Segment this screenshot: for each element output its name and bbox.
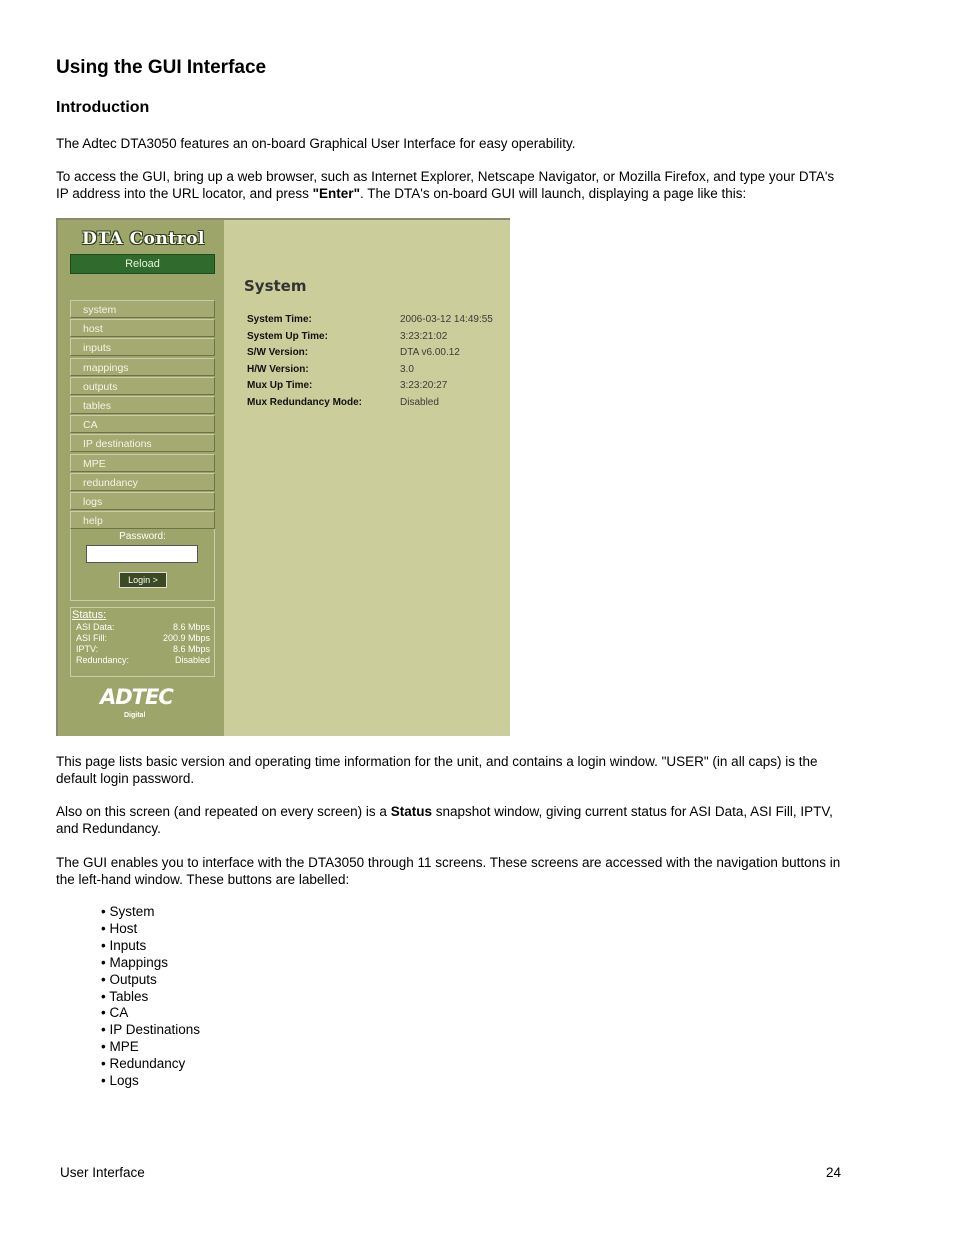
footer-page-number: 24 <box>826 1165 842 1180</box>
adtec-logo-subtext: Digital <box>124 712 146 719</box>
nav-item-logs[interactable]: logs <box>70 492 215 510</box>
nav-item-help[interactable]: help <box>70 511 215 529</box>
system-info-row <box>247 347 509 361</box>
screens-paragraph: The GUI enables you to interface with the DTA3050 through 11 screens. These screens are accessed with the navigation buttons in the left-hand window. These buttons are labelled: <box>56 855 841 887</box>
nav-item-outputs[interactable]: outputs <box>70 377 215 395</box>
nav-item-mpe[interactable]: MPE <box>70 454 215 472</box>
screen-list-item: • Host <box>101 920 138 936</box>
nav-item-redundancy[interactable]: redundancy <box>70 473 215 491</box>
enter-key-text: "Enter" <box>312 186 360 201</box>
status-row <box>76 644 210 655</box>
dta-control-logo: DTA Control <box>82 229 205 249</box>
screen-list-item: • Tables <box>101 988 149 1004</box>
info-value: 3.0 <box>400 363 414 375</box>
info-value: DTA v6.00.12 <box>400 347 460 359</box>
info-key: System Time: <box>247 314 312 325</box>
nav-item-ca[interactable]: CA <box>70 415 215 433</box>
access-paragraph <box>56 168 846 202</box>
status-value: Disabled <box>174 655 210 665</box>
system-info-row <box>247 397 509 411</box>
status-row <box>76 622 210 633</box>
screen-list-item: • Mappings <box>101 954 169 970</box>
status-key: IPTV: <box>76 644 99 654</box>
nav-item-ip-destinations[interactable]: IP destinations <box>70 434 215 452</box>
access-text-1: To access the GUI, bring up a web browser, such as Internet Explorer, Netscape Navigator, or Mozilla Firefox, and type your DTA's IP address into the URL locator, and press <box>56 169 835 201</box>
gui-sidebar <box>58 220 224 736</box>
login-panel <box>70 529 215 601</box>
status-info-paragraph <box>56 803 846 837</box>
info-key: Mux Up Time: <box>247 380 313 392</box>
info-key: Mux Redundancy Mode: <box>247 397 363 408</box>
intro-paragraph: The Adtec DTA3050 features an on-board Graphical User Interface for easy operability. <box>56 136 576 151</box>
info-value: 3:23:21:02 <box>400 330 448 342</box>
info-key: System Up Time: <box>247 330 328 342</box>
screen-list-item: • MPE <box>101 1039 139 1055</box>
page-heading: Using the GUI Interface <box>56 57 267 78</box>
status-key: ASI Data: <box>76 622 115 632</box>
system-info-row <box>247 314 509 328</box>
adtec-logo <box>100 685 190 725</box>
reload-button[interactable]: Reload <box>70 254 215 274</box>
nav-item-inputs[interactable]: inputs <box>70 338 215 356</box>
info-value: 3:23:20:27 <box>400 380 448 392</box>
info-value: 2006-03-12 14:49:55 <box>400 314 493 325</box>
status-key: Redundancy: <box>76 655 130 665</box>
system-info-row <box>247 364 509 378</box>
footer-section-name: User Interface <box>60 1165 145 1180</box>
screen-list-item: • Outputs <box>101 971 157 987</box>
login-info-paragraph: This page lists basic version and operating time information for the unit, and contains a login window. "USER" (in all caps) is the default login password. <box>56 754 818 786</box>
nav-item-tables[interactable]: tables <box>70 396 215 414</box>
screen-list-item: • Inputs <box>101 937 147 953</box>
system-info-row <box>247 380 509 394</box>
section-heading: Introduction <box>56 99 150 116</box>
status-panel <box>70 607 215 677</box>
status-title: Status: <box>72 609 107 621</box>
password-label: Password: <box>119 531 166 542</box>
password-input[interactable] <box>86 545 198 563</box>
status-value: 8.6 Mbps <box>172 622 210 632</box>
nav-item-host[interactable]: host <box>70 319 215 337</box>
gui-page-title: System <box>244 277 307 295</box>
info-key: H/W Version: <box>247 363 309 375</box>
nav-item-mappings[interactable]: mappings <box>70 358 215 376</box>
adtec-logo-text: ADTEC <box>100 685 173 709</box>
screen-list-item: • Redundancy <box>101 1056 186 1072</box>
status-value: 8.6 Mbps <box>172 644 210 654</box>
access-text-2: . The DTA's on-board GUI will launch, displaying a page like this: <box>359 186 747 201</box>
gui-screenshot <box>56 218 510 736</box>
screen-list-item: • CA <box>101 1005 129 1021</box>
status-key: ASI Fill: <box>76 633 108 643</box>
screen-list <box>101 904 200 1090</box>
nav-item-system[interactable]: system <box>70 300 215 318</box>
screen-list-item: • System <box>101 904 155 919</box>
system-info-row <box>247 331 509 345</box>
login-button[interactable]: Login > <box>119 572 167 588</box>
status-bold-text: Status <box>390 804 432 819</box>
status-text-1: Also on this screen (and repeated on every screen) is a <box>56 804 391 819</box>
status-row <box>76 633 210 644</box>
info-key: S/W Version: <box>247 347 309 359</box>
status-value: 200.9 Mbps <box>162 633 210 643</box>
gui-nav-menu <box>70 300 215 530</box>
screen-list-item: • IP Destinations <box>101 1022 201 1038</box>
info-value: Disabled <box>400 397 439 408</box>
status-row <box>76 655 210 666</box>
screen-list-item: • Logs <box>101 1073 139 1089</box>
status-text-2: snapshot window, giving current status for ASI Data, ASI Fill, IPTV, and Redundancy. <box>56 804 833 836</box>
